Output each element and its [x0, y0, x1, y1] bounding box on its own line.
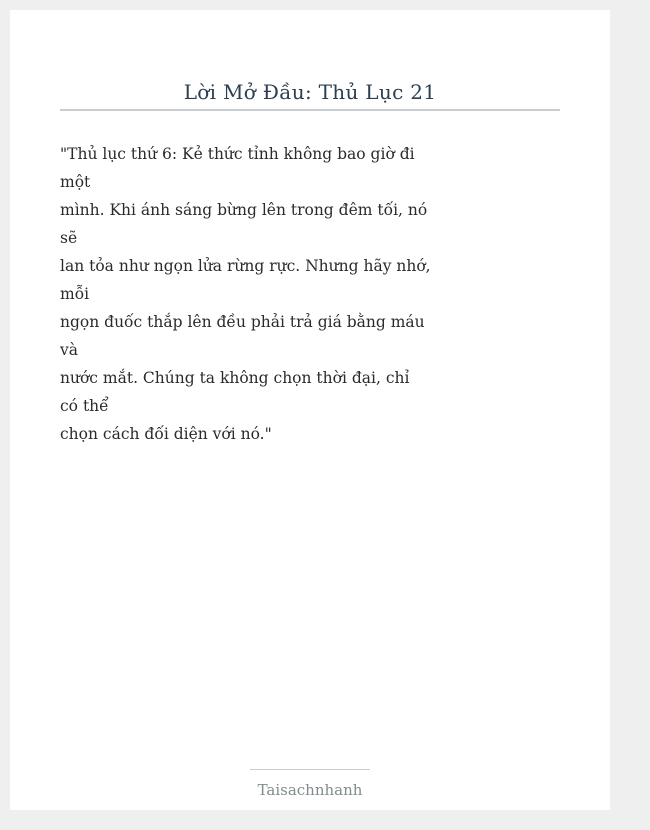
body-line: lan tỏa như ngọn lửa rừng rực. Nhưng hãy nhớ,: [60, 257, 431, 275]
body-line: mỗi: [60, 285, 90, 303]
document-page: [10, 10, 610, 810]
page-footer: Taisachnhanh: [257, 781, 363, 799]
title-divider: [60, 109, 560, 111]
body-line: có thể: [60, 397, 109, 415]
body-line: "Thủ lục thứ 6: Kẻ thức tỉnh không bao giờ đi: [60, 145, 415, 163]
body-line: chọn cách đối diện với nó.": [60, 425, 272, 443]
body-line: sẽ: [60, 229, 78, 247]
body-line: và: [60, 341, 78, 359]
footer-divider: [250, 769, 370, 770]
body-line: ngọn đuốc thắp lên đều phải trả giá bằng máu: [60, 313, 425, 331]
body-line: một: [60, 173, 91, 191]
body-paragraph: [60, 140, 431, 448]
body-line: mình. Khi ánh sáng bừng lên trong đêm tối, nó: [60, 201, 428, 219]
page-title: Lời Mở Đầu: Thủ Lục 21: [183, 80, 437, 104]
body-line: nước mắt. Chúng ta không chọn thời đại, chỉ: [60, 369, 410, 387]
